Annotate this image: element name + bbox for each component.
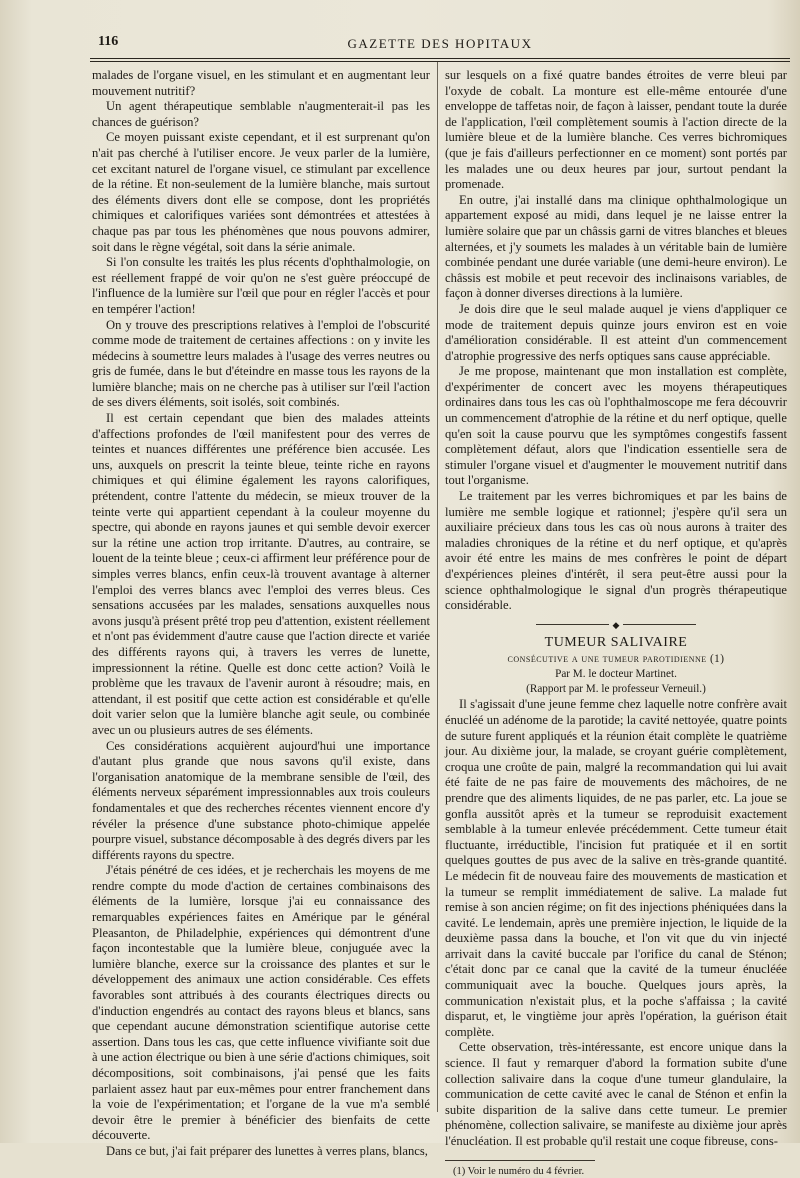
paragraph: Ces considérations acquièrent aujourd'hui une importance d'autant plus grande que nous savons qu'il existe, dans l'organisation anatomique de la membrane sensible de l'œil, des éléments nerveux séparément impressionnables aux trois couleurs fondamentales et que des recherches récentes viennent encore d'y révéler la présence d'une substance photo-chimique appelée pourpre visuel, substance décomposable à des degrés divers par les différents rayons du spectre. bbox=[92, 738, 430, 862]
article-title: TUMEUR SALIVAIRE bbox=[544, 634, 688, 650]
separator-ornament: ◆ bbox=[609, 620, 624, 630]
paragraph: On y trouve des prescriptions relatives à l'emploi de l'obscurité comme mode de traitement de certaines affections : on y invite les médecins à soumettre leurs malades à l'usage des verres neutres ou gris de fumée, dans le but d'éteindre en masse tous les rayons de la lumière blanche; mais on ne cherche pas à utiliser sur l'œil l'action de ses divers éléments, soit isolés, soit combinés. bbox=[92, 317, 430, 410]
paragraph: Il s'agissait d'une jeune femme chez laquelle notre confrère avait énucléé un adénome de la parotide; la cavité nettoyée, quatre points de suture furent appliqués et la réunion était complète le quatrième jour. Au dixième jour, la malade, se croyant guérie complètement, croqua une croûte de pain, malgré la recommandation qui lui avait été faite de ne pas faire de mouvements des mâchoires, de ne prendre que des aliments liquides, de ne pas parler, etc. La joue se gonfla aussitôt après et la tumeur se reproduisit exactement semblable à la tumeur enlevée précédemment. Cette tumeur était fluctuante, irréductible, l'incision fut pratiquée et il en sortit quelques gouttes de pus avec de la salive en très-grande quantité. Le médecin fit de nouveau faire des mouvements de mastication et la tumeur se remplit immédiatement de salive. La malade fut remise à son ancien régime; on fit des injections phéniquées dans la cavité. Le lendemain, après une première injection, le liquide de la deuxième passa dans la bouche, et l'on vit que du vin injecté arrivait dans la cavité buccale par l'orifice du canal de Sténon; c'était donc par ce canal que la cavité de la tumeur énucléée communiquait avec la bouche. Quelques jours après, la communication n'existait plus, et la poche s'affaissa ; la cavité disparut, et, le vingtième jour après l'opération, la guérison était complète. bbox=[445, 697, 787, 1039]
article-report-note: (Rapport par M. le professeur Verneuil.) bbox=[526, 683, 706, 696]
article-byline: Par M. le docteur Martinet. bbox=[555, 668, 677, 681]
header-rule bbox=[90, 61, 790, 62]
column-divider bbox=[437, 62, 438, 1112]
left-column bbox=[92, 68, 430, 1160]
paragraph: Il est certain cependant que bien des malades atteints d'affections profondes de l'œil manifestent pour des verres de teintes et nuances différentes une préférence bien accusée. Les uns, auxquels on prescrit la teinte bleue, teinte riche en rayons chimiques et qui élimine également les rayons calorifiques, prétendent, contre l'attente du médecin, se mieux trouver de la teinte verte qui appartient cependant à la couleur moyenne du spectre, qui abonde en rayons jaunes et qui semble devoir exercer sur la rétine une action trop irritante. D'autres, au contraire, se louent de la teinte bleue ; ceux-ci affirment leur préférence pour de simples verres blancs, enfin ceux-là trouvent avantage à alterner l'emploi des verres blancs avec l'emploi des verres bleus. Ces sensations accusées par les malades, sensations auxquelles nous avons jusqu'à présent prêté trop peu d'attention, existent réellement et n'ont pas évidemment d'autre cause que l'action directe et variée des différents rayons qui, à travers les verres de lunette, impressionnent la rétine. Quelle est donc cette action? Voilà le problème que les travaux de l'avenir auront à résoudre; mais, en attendant, il est positif que cette action est considérable et qu'elle doit varier selon que la lumière blanche agit seule, ou combinée avec un ou plusieurs autres de ses éléments. bbox=[92, 411, 430, 737]
paragraph: Cette observation, très-intéressante, est encore unique dans la science. Il faut y remarquer d'abord la formation subite d'une collection salivaire dans la coque d'une tumeur glandulaire, la communication de cette cavité avec le canal de Sténon et enfin la subite disparition de la salive dans cette tumeur. Le premier phénomène, collection salivaire, se manifeste au dixième jour après l'énucléation. Il est probable qu'il restait une coque fibreuse, cons- bbox=[445, 1040, 787, 1148]
paragraph: J'étais pénétré de ces idées, et je recherchais les moyens de me rendre compte du mode d'action de certaines combinaisons des éléments de la lumière, lorsque j'ai eu connaissance des remarquables expériences faites en Amérique par le général Pleasanton, de Philadelphie, expériences qui démontrent d'une façon incontestable que la lumière bleue, conjuguée avec la lumière blanche, exerce sur la croissance des plantes et sur le développement des animaux une action considérable. Ces effets favorables sont attribués à des courants électriques directs ou d'induction engendrés au contact des rayons bleus et blancs, sans que cependant aucune démonstration scientifique autorise cette assertion. Dans tous les cas, que cette influence vivifiante soit due à une action électrique ou bien à une série d'actions chimiques, soit décompositions, soit combinaisons, j'ai pensé que les faits parlaient assez haut par eux-mêmes pour entrer franchement dans la voie de l'expérimentation; et l'organe de la vue m'a semblé devoir être le premier à bénéficier des bienfaits de cette découverte. bbox=[92, 863, 430, 1143]
paragraph: malades de l'organe visuel, en les stimulant et en augmentant leur mouvement nutritif? bbox=[92, 68, 430, 98]
header-rule bbox=[90, 58, 790, 59]
page-number: 116 bbox=[98, 34, 119, 49]
paragraph: Je dois dire que le seul malade auquel je viens d'appliquer ce mode de traitement depuis quinze jours environ est en voie d'amélioration considérable. Il est atteint d'un commencement d'atrophie progressive des nerfs optiques sans cause appréciable. bbox=[445, 301, 787, 363]
paragraph: Ce moyen puissant existe cependant, et il est surprenant qu'on n'ait pas cherché à l'utiliser encore. Je veux parler de la lumière, cet excitant naturel de l'organe visuel, ce stimulant par excellence de la rétine. Et non-seulement de la lumière blanche, mais surtout des éléments divers dont elle se compose, dont les propriétés chimiques et calorifiques variées sont démontrées et attestées à chaque pas par tous les phénomènes que nous pouvons admirer, soit dans le règne végétal, soit dans la série animale. bbox=[92, 130, 430, 254]
paragraph: sur lesquels on a fixé quatre bandes étroites de verre bleui par l'oxyde de cobalt. La monture est elle-même entourée d'une enveloppe de taffetas noir, de façon à laisser, pendant toute la durée de l'application, l'œil complètement soumis à l'action directe de la lumière bleue et de la lumière blanche. Ces verres bichromiques (que je fais d'ailleurs perfectionner en ce moment) sont portés par les malades une ou deux heures par jour, surtout pendant la promenade. bbox=[445, 68, 787, 192]
paragraph: Un agent thérapeutique semblable n'augmenterait-il pas les chances de guérison? bbox=[92, 99, 430, 129]
footnote: (1) Voir le numéro du 4 février. bbox=[453, 1165, 585, 1177]
paragraph: Le traitement par les verres bichromiques et par les bains de lumière me semble logique et rationnel; j'espère qu'il sera un auxiliaire précieux dans tous les cas où nous aurons à traiter des maladies chroniques de la rétine et du nerf optique, et qu'après avoir été entre les mains de mes confrères le point de départ d'expériences pleines d'intérêt, il sera peut-être aussi pour la science ophthalmologique le signal d'un progrès thérapeutique considérable. bbox=[445, 489, 787, 613]
paragraph: Dans ce but, j'ai fait préparer des lunettes à verres plans, blancs, bbox=[106, 1143, 428, 1158]
page-header bbox=[98, 34, 782, 56]
right-column bbox=[445, 68, 787, 1178]
paragraph: En outre, j'ai installé dans ma clinique ophthalmologique un appartement exposé au midi, dans lequel je ne laisse entrer la lumière solaire que par un châssis garni de vitres blanches et bleues alternées, et j'y soumets les malades à un véritable bain de lumière combinée pendant une durée variable (une demi-heure environ). Le châssis est mobile et peut recevoir des inclinaisons variables, de façon à donner diverses directions à la lumière. bbox=[445, 192, 787, 301]
paragraph: Si l'on consulte les traités les plus récents d'ophthalmologie, on est réellement frappé de voir qu'on ne s'est guère préoccupé de l'influence de la lumière sur l'œil que pour en régler l'accès et pour en tempérer l'action! bbox=[92, 255, 430, 316]
running-title: GAZETTE DES HOPITAUX bbox=[347, 36, 533, 51]
paragraph: Je me propose, maintenant que mon installation est complète, d'expérimenter de concert avec les moyens thérapeutiques ordinaires dans tous les cas où l'ophthalmoscope me fera découvrir un commencement d'atrophie de la rétine et du nerf optique, quelle qu'en soit la cause pourvu que les symptômes congestifs fassent complètement défaut, alors que l'indication essentielle sera de stimuler l'organe visuel et d'augmenter le mouvement nutritif dans tout l'organisme. bbox=[445, 364, 787, 488]
footnote-rule bbox=[445, 1160, 595, 1161]
section-separator bbox=[536, 619, 696, 630]
article-subtitle: consécutive a une tumeur parotidienne (1) bbox=[507, 653, 725, 666]
